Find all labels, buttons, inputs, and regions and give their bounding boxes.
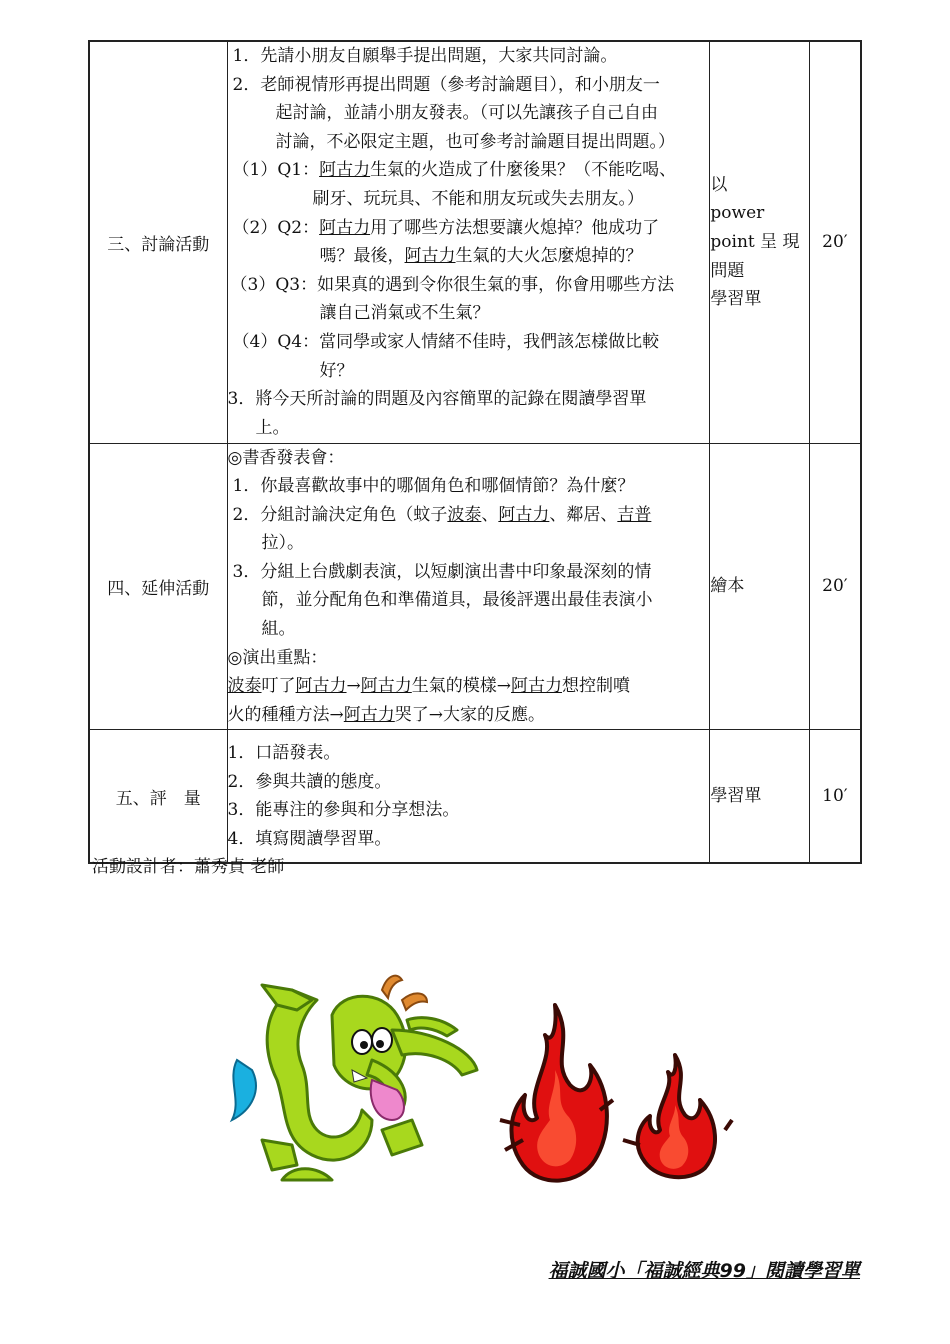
stage-cell: 三、討論活動 [89, 41, 227, 443]
text-line: 3．將今天所討論的問題及內容簡單的記錄在閱讀學習單 [227, 389, 647, 410]
content-cell [227, 730, 710, 863]
resource-line: 繪本 [710, 576, 745, 597]
resource-line: 以 power [710, 174, 765, 224]
text-line: ◎演出重點： [227, 647, 328, 668]
lesson-plan-table [88, 40, 862, 864]
text-line: （4）Q4：當同學或家人情緒不佳時，我們該怎樣做比較 [232, 332, 660, 353]
text-line: 1．你最喜歡故事中的哪個角色和哪個情節？為什麼？ [232, 476, 635, 497]
stage-cell: 四、延伸活動 [89, 443, 227, 730]
text-line: （2）Q2：阿古力用了哪些方法想要讓火熄掉？他成功了 [232, 217, 660, 238]
text-line: （1）Q1：阿古力生氣的火造成了什麼後果？（不能吃喝、 [232, 160, 677, 181]
text-line: 讓自己消氣或不生氣？ [319, 303, 490, 324]
text-line: 節，並分配角色和準備道具，最後評選出最佳表演小 [261, 590, 653, 611]
text-line: 刷牙、玩玩具、不能和朋友玩或失去朋友。） [312, 189, 645, 210]
footer-title: 福誠國小「福誠經典99」閱讀學習單 [548, 1260, 860, 1282]
time-cell: 20′ [809, 443, 861, 730]
large-flame-icon [495, 1000, 615, 1190]
text-line: 3．能專注的參與和分享想法。 [227, 800, 460, 821]
table-row-discussion [89, 41, 861, 443]
text-line: 討論，不必限定主題，也可參考討論題目提出問題。） [275, 131, 676, 152]
stage-cell: 五、評 量 [89, 730, 227, 863]
text-line: 3．分組上台戲劇表演，以短劇演出書中印象最深刻的情 [232, 561, 652, 582]
text-line: 嗎？最後，阿古力生氣的大火怎麼熄掉的？ [319, 246, 643, 267]
text-line: （3）Q3：如果真的遇到令你很生氣的事，你會用哪些方法 [230, 274, 675, 295]
text-line: 2．參與共讀的態度。 [227, 771, 392, 792]
resource-cell [710, 443, 809, 730]
resource-cell [710, 41, 809, 443]
text-line: ◎書香發表會： [227, 447, 345, 468]
dragon-icon [222, 970, 484, 1182]
resource-cell [710, 730, 809, 863]
text-line: 2．分組討論決定角色（蚊子波泰、阿古力、鄰居、吉普 [232, 504, 652, 525]
table-row-assessment [89, 730, 861, 863]
text-line: 1．先請小朋友自願舉手提出問題，大家共同討論。 [232, 46, 618, 67]
resource-line: 學習單 [710, 785, 762, 806]
text-line: 拉）。 [261, 533, 305, 554]
resource-line: 問題 [710, 260, 745, 281]
small-flame-icon [620, 1050, 735, 1180]
table-row-extension [89, 443, 861, 730]
resource-line: point 呈 現 [710, 231, 800, 252]
text-line: 好？ [319, 360, 354, 381]
time-cell: 10′ [809, 730, 861, 863]
text-line: 火的種種方法→阿古力哭了→大家的反應。 [227, 704, 546, 725]
text-line: 4．填寫閱讀學習單。 [227, 828, 392, 849]
text-line: 波泰叮了阿古力→阿古力生氣的模樣→阿古力想控制噴 [227, 676, 631, 697]
text-line: 1．口語發表。 [227, 743, 341, 763]
text-line: 上。 [255, 417, 290, 438]
resource-line: 學習單 [710, 289, 762, 310]
time-cell: 20′ [809, 41, 861, 443]
text-line: 2．老師視情形再提出問題（參考討論題目），和小朋友一 [232, 74, 660, 95]
text-line: 起討論，並請小朋友發表。（可以先讓孩子自己自由 [275, 103, 659, 124]
text-line: 組。 [261, 619, 296, 640]
designer-credit: 活動設計者：蕭秀貞 老師 [92, 857, 285, 877]
content-cell [227, 443, 710, 730]
content-cell [227, 41, 710, 443]
